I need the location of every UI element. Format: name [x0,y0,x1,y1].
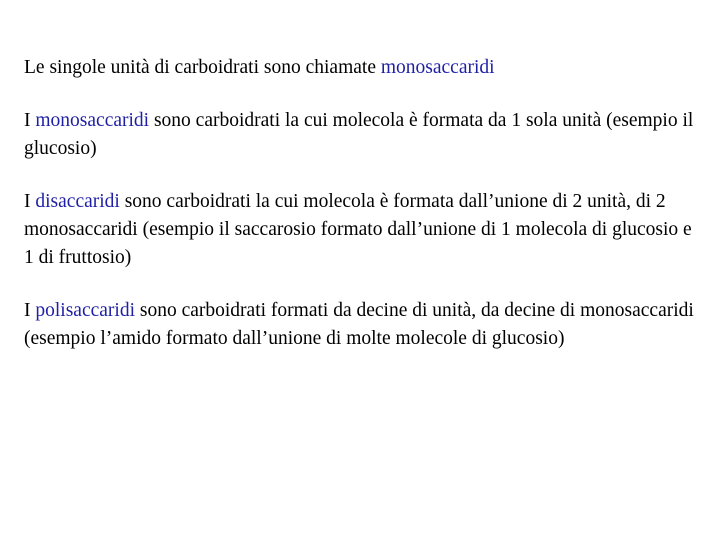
paragraph-disaccaridi-text: sono carboidrati la cui molecola è formata dall’unione di 2 unità, di 2 monosaccaridi (esempio il saccarosio formato dall’unione di 1 molecola di glucosio e 1 di fruttosio) [24,191,692,268]
term-monosaccaridi-highlight: monosaccaridi [380,57,495,78]
paragraph-polisaccaridi [24,297,704,353]
paragraph-monosaccaridi-lead: I [24,110,36,131]
paragraph-disaccaridi-lead: I [24,191,36,212]
paragraph-polisaccaridi-lead: I [24,300,36,321]
paragraph-polisaccaridi-text: sono carboidrati formati da decine di unità, da decine di monosaccaridi (esempio l’amido formato dall’unione di molte molecole di glucosio) [24,300,694,349]
term-polisaccaridi: polisaccaridi [35,300,135,321]
paragraph-monosaccaridi [24,107,704,163]
term-monosaccaridi: monosaccaridi [35,110,150,131]
paragraph-intro-text: Le singole unità di carboidrati sono chiamate [24,57,381,78]
paragraph-monosaccaridi-text: sono carboidrati la cui molecola è formata da 1 sola unità (esempio il glucosio) [24,110,694,159]
term-disaccaridi: disaccaridi [35,191,120,212]
slide-text-body [24,54,704,378]
paragraph-intro [24,54,704,82]
paragraph-disaccaridi [24,188,704,272]
